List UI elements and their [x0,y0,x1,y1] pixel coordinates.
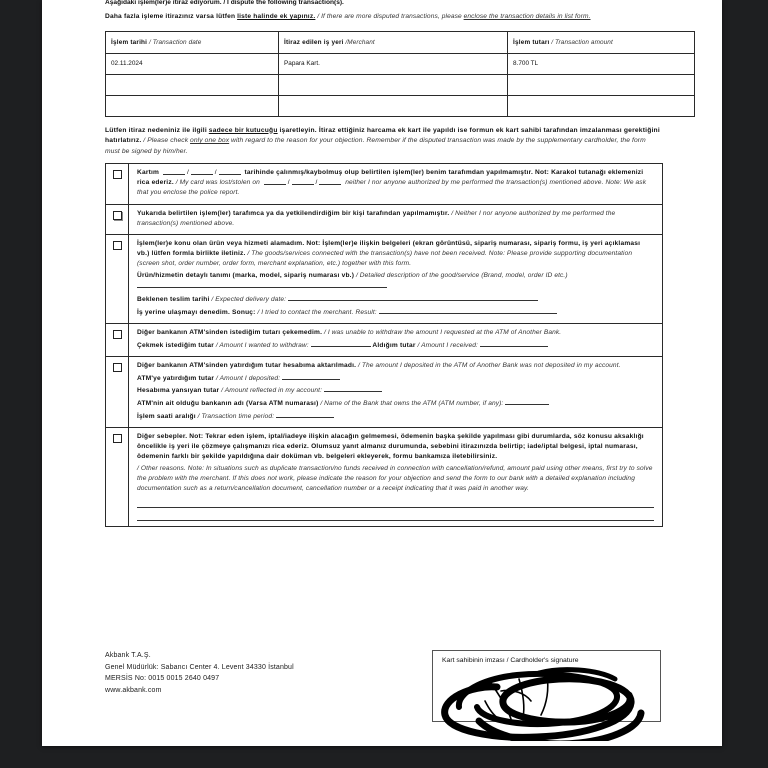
reason4-tr-1: Diğer bankanın ATM'sinden istediğim tutarı çekemedim. [137,328,323,336]
field-reflected-amount-tr: Hesabıma yansıyan tutar [137,387,220,395]
header-amount-tr: İşlem tutarı [513,38,550,46]
reason3-en-1: / The goods/services connected with the transaction(s) have not been received. Note: Please provide supporting documentation (screen shot, order number, order form, merchant explanation, etc.) together with this form. [137,250,633,268]
free-text-line-1[interactable] [137,499,654,508]
field-received-amount-rule[interactable] [480,340,548,347]
field-merchant-contact-en: / I tried to contact the merchant. Result: [257,308,377,316]
reason6-tr-1: Diğer sebepler. Not: Tekrar eden işlem, iptal/iadeye ilişkin alacağın gelmemesi, ödemenin başka şekilde yapılması gibi durumlarda, söz konusu aksaklığı öncelikle iş yeri ile çözmeye çalışmanızı rica ederiz. Olumsuz yanıt almanız durumunda, sebebini itirazınızda belirtip; iade/iptal belgesi, iptal numarası, ödemenin farklı bir şekilde yapıldığına dair doküman vb. belgeleri ekleyerek, formu bankamıza iletebilirsiniz. [137,432,644,461]
header-date-en: / Transaction date [148,38,202,46]
date-blank-month[interactable] [191,169,213,175]
reason1-tr-2: tarihinde çalınmış/kaybolmuş olup belirtilen işlem(ler) benim tarafımdan yapılmamıştır. Not: Karakol tutanağı eklemenizi rica ederiz. [137,169,644,187]
field-merchant-contact-rule[interactable] [379,307,557,314]
reason5-tr-1: Diğer bankanın ATM'sinden yatırdığım tutar hesabıma aktarılmadı. [137,361,357,369]
field-received-amount-en: / Amount I received: [417,341,478,349]
address-line: MERSİS No: 0015 0015 2640 0497 [105,675,220,682]
cell-amount[interactable] [508,74,695,95]
checkbox-cell[interactable] [106,205,129,234]
field-expected-delivery-tr: Beklenen teslim tarihi [137,296,210,304]
header-amount-en: / Transaction amount [551,38,613,46]
field-reflected-amount-rule[interactable] [324,385,382,392]
table-row [106,74,695,95]
field-product-description [137,271,654,292]
field-deposited-amount [137,373,654,384]
field-deposited-amount-en: / Amount I deposited: [215,374,281,382]
reason-row-goods-not-received [106,235,662,324]
date-blank-year[interactable] [219,169,241,175]
field-product-description-rule[interactable] [137,281,387,288]
reason-row-unauthorized [106,205,662,235]
checkbox-atm-withdraw[interactable] [113,330,122,339]
field-deposited-amount-rule[interactable] [282,373,340,380]
check-instr-en-a: / Please check [143,137,189,144]
field-wanted-withdraw-rule[interactable] [311,340,371,347]
reason-text-other [129,428,662,526]
field-expected-delivery [137,294,654,305]
table-header-merchant [279,31,508,53]
table-header-date [106,31,279,53]
reason-text-goods-not-received [129,235,662,323]
signature-label: Kart sahibinin imzası / Cardholder's signature [442,657,579,664]
checkbox-other[interactable] [113,434,122,443]
check-instr-tr-underlined: sadece bir kutucuğu [208,126,278,134]
reason2-tr-1: Yukarıda belirtilen işlem(ler) tarafımca ya da yetkilendirdiğim bir kişi tarafından yapılmamıştır. [137,209,450,217]
checkbox-cell[interactable] [106,235,129,323]
signature-box[interactable] [432,650,661,722]
reason-row-atm-deposit [106,357,662,428]
clipped-top-line: Aşağıdaki işlem(ler)e itiraz ediyorum. / I dispute the following transaction(s). [105,0,344,6]
field-transaction-time-rule[interactable] [276,411,334,418]
field-expected-delivery-rule[interactable] [288,294,538,301]
field-reflected-amount-en: / Amount reflected in my account: [221,387,323,395]
bank-address-block [105,650,294,696]
header-merchant-tr: İtiraz edilen iş yeri [284,38,344,46]
field-deposited-amount-tr: ATM'ye yatırdığım tutar [137,374,215,382]
checkbox-cell[interactable] [106,164,129,204]
cell-merchant[interactable] [279,74,508,95]
dispute-reasons-list [105,163,663,527]
cell-date[interactable] [106,95,279,116]
cell-merchant[interactable]: Papara Kart. [279,53,508,74]
field-reflected-amount [137,385,654,396]
intro-paragraph [105,12,661,23]
field-received-amount-tr: Aldığım tutar [372,341,416,349]
reason6-en-1: / Other reasons. Note: In situations such as duplicate transaction/no funds received in connection with cancellation/refund, amount paid using other means, first try to solve the problem with the merchant. If this does not work, please indicate the reason for your objection and send the form to our bank with a detailed explanation including documentation such as a return/cancellation document, cancellation number or a receipt indicating that it was paid in another way. [137,464,653,493]
field-merchant-contact-tr: İş yerine ulaşmayı denedim. Sonuç: [137,308,256,316]
free-text-line-2[interactable] [137,512,654,521]
transaction-table [105,31,695,117]
cell-date[interactable]: 02.11.2024 [106,53,279,74]
field-transaction-time [137,411,654,422]
check-one-box-instruction [105,126,661,158]
date-blank-day-en[interactable] [264,179,286,185]
reason5-en-1: / The amount I deposited in the ATM of Another Bank was not deposited in my account. [358,361,621,369]
field-atm-withdraw-amounts [137,340,654,351]
field-transaction-time-tr: İşlem saati aralığı [137,412,196,420]
reason-text-atm-deposit [129,357,662,427]
reason-row-atm-withdraw [106,324,662,357]
address-line: Genel Müdürlük: Sabancı Center 4. Levent 34330 İstanbul [105,663,294,671]
reason-text-lost-stolen: Kartım / / tarihinde çalınmış/kaybolmuş olup belirtilen işlem(ler) benim tarafımdan yapılmamıştır. Not: Karakol tutanağı eklemenizi rica ederiz. / My card was lost/stolen on / / neither I nor anyone authorized by me performed the transaction(s) mentioned above. Note: We ask that you enclose the police report. [137,169,647,197]
field-product-description-tr: Ürün/hizmetin detaylı tanımı (marka, model, sipariş numarası vb.) [137,272,355,280]
intro-tr-text: Daha fazla işleme itirazınız varsa lütfen [105,13,236,20]
check-instr-tr-a: Lütfen itiraz nedeniniz ile ilgili [105,126,207,134]
reason-row-other [106,428,662,527]
checkbox-cell[interactable] [106,324,129,356]
header-date-tr: İşlem tarihi [111,38,148,46]
table-header-amount [508,31,695,53]
intro-tr-underlined: liste halinde ek yapınız. [237,13,316,20]
checkbox-unauthorized[interactable] [113,211,122,220]
field-transaction-time-en: / Transaction time period: [197,412,275,420]
document-page-inner [42,0,722,746]
checkbox-cell[interactable] [106,428,129,526]
reason-row-lost-stolen [106,164,662,205]
reason1-en-1: / My card was lost/stolen on [175,179,260,187]
cell-amount[interactable] [508,95,695,116]
cell-merchant[interactable] [279,95,508,116]
field-wanted-withdraw-en: / Amount I wanted to withdraw: [215,341,309,349]
reason1-tr-1: Kartım [137,169,160,176]
check-instr-en-underlined: only one box [190,137,230,144]
reason3-tr-1: İşlem(ler)e konu olan ürün veya hizmeti alamadım. Not: İşlem(ler)e ilişkin belgeleri (ekran görüntüsü, sipariş numarası, sipariş formu, iş yeri açıklaması vb.) lütfen formla birlikte iletiniz. [137,240,641,258]
field-product-description-en: / Detailed description of the good/service (Brand, model, order ID etc.) [355,272,568,280]
intro-en-underlined: enclose the transaction details in list form. [463,13,591,20]
header-merchant-en: /Merchant [345,38,375,46]
check-instr-en-b: with regard to the reason for your objection. Remember if the disputed transaction was made by the supplementary cardholder, the form must be signed by him/her. [105,137,646,155]
checkbox-goods-not-received[interactable] [113,241,122,250]
date-blank-month-en[interactable] [292,179,314,185]
field-atm-bank-name [137,398,654,409]
check-instr-tr-b: işaretleyin. İtiraz ettiğiniz harcama ek kart ile yapıldı ise formun ek kart sahibi tarafından imzalanması gerektiğini hatırlatırız. [105,126,660,144]
reason1-en-2: neither I nor anyone authorized by me performed the transaction(s) mentioned above. Note: We ask that you enclose the police report. [137,179,647,197]
document-page [42,0,722,746]
reason-text-atm-withdraw [129,324,662,356]
field-expected-delivery-en: / Expected delivery date: [211,296,287,304]
field-atm-bank-name-rule[interactable] [505,398,549,405]
table-row [106,95,695,116]
checkbox-lost-stolen[interactable] [113,170,122,179]
table-header-row [106,31,695,53]
reason-text-unauthorized [129,205,662,234]
date-blank-year-en[interactable] [319,179,341,185]
field-atm-bank-name-tr: ATM'nin ait olduğu bankanın adı (Varsa ATM numarası) [137,399,319,407]
address-line: Akbank T.A.Ş. [105,652,151,659]
reason2-en-1: / Neither I nor anyone authorized by me performed the transaction(s) mentioned above. [137,209,616,227]
table-row [106,53,695,74]
address-line-website[interactable]: www.akbank.com [105,686,162,694]
cell-date[interactable] [106,74,279,95]
checkbox-atm-deposit[interactable] [113,363,122,372]
checkbox-cell[interactable] [106,357,129,427]
page-footer [105,650,661,722]
field-atm-bank-name-en: / Name of the Bank that owns the ATM (ATM number, if any): [320,399,504,407]
field-merchant-contact [137,307,654,318]
date-blank-day[interactable] [163,169,185,175]
cell-amount[interactable]: 8.700 TL [508,53,695,74]
document-body [105,0,661,527]
reason4-en-1: / I was unable to withdraw the amount I requested at the ATM of Another Bank. [323,328,562,336]
field-wanted-withdraw-tr: Çekmek istediğim tutar [137,341,214,349]
intro-en-text: / If there are more disputed transactions, please [317,13,462,20]
